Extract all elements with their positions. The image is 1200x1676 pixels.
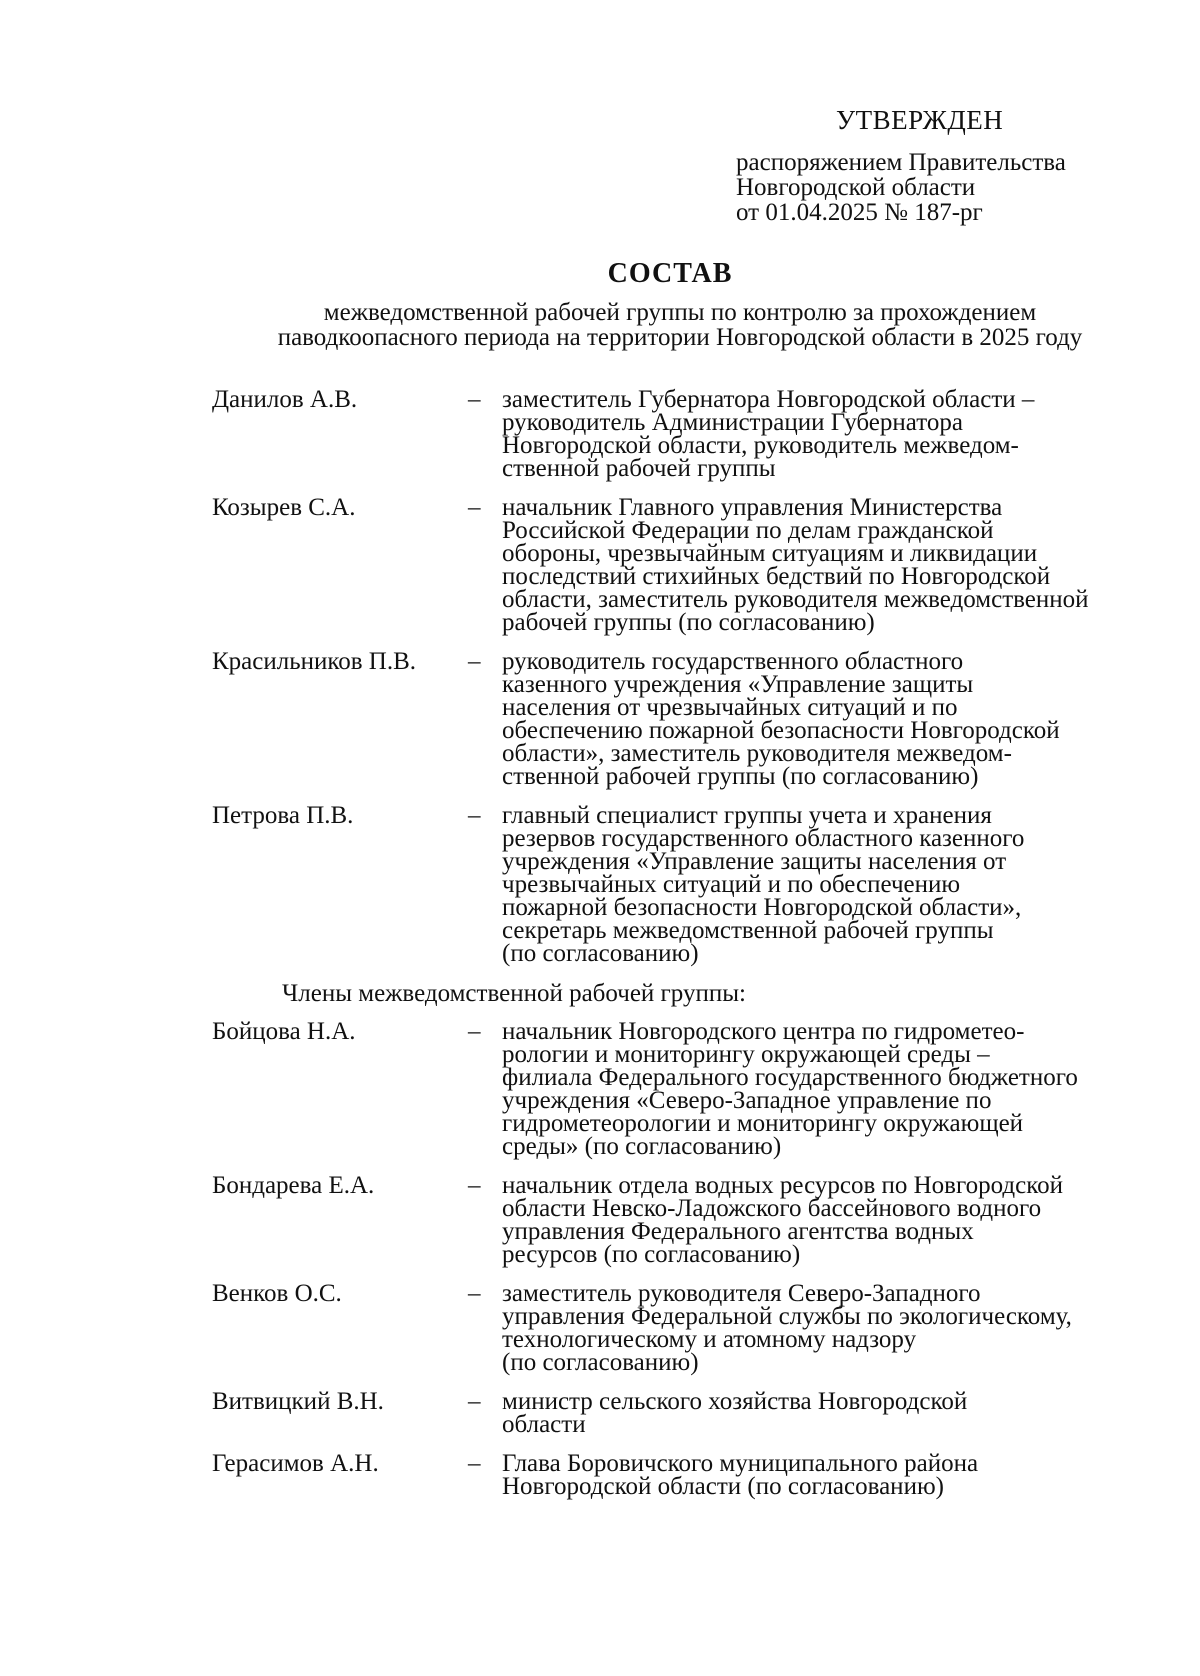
dash-separator: – <box>468 802 481 829</box>
document-title: СОСТАВ <box>607 258 733 289</box>
dash-separator: – <box>468 1450 481 1477</box>
approval-line: распоряжением Правительства <box>736 149 1066 176</box>
member-row <box>212 1020 1132 1158</box>
member-role: министр сельского хозяйства Новгородской области <box>502 1388 968 1438</box>
member-row <box>212 804 1132 965</box>
members-section-label: Члены межведомственной рабочей группы: <box>282 980 746 1007</box>
dash-separator: – <box>468 648 481 675</box>
member-row <box>212 496 1132 634</box>
member-row <box>212 1390 1132 1436</box>
member-role: начальник отдела водных ресурсов по Новгородской области Невско-Ладожского бассейнового водного управления Федерального агентства водных ресурсов (по согласованию) <box>502 1172 1063 1268</box>
member-role: Глава Боровичского муниципального района Новгородской области (по согласованию) <box>502 1450 979 1500</box>
member-role: заместитель Губернатора Новгородской области – руководитель Администрации Губернатора Новгородской области, руководитель межведом- ственной рабочей группы <box>502 386 1035 482</box>
member-name: Бондарева Е.А. <box>212 1172 375 1199</box>
document-subtitle <box>210 300 1150 350</box>
member-role: руководитель государственного областного казенного учреждения «Управление защиты населения от чрезвычайных ситуаций и по обеспечению пожарной безопасности Новгородской области», заместитель руководителя межведом- ственной рабочей группы (по согласованию) <box>502 648 1060 790</box>
subtitle-line: межведомственной рабочей группы по контролю за прохождением <box>323 299 1037 326</box>
dash-separator: – <box>468 1172 481 1199</box>
member-name: Красильников П.В. <box>212 648 417 675</box>
dash-separator: – <box>468 494 481 521</box>
member-role: главный специалист группы учета и хранения резервов государственного областного казенного учреждения «Управление защиты населения от чрезвычайных ситуаций и по обеспечению пожарной безопасности Новгородской области», секретарь межведомственной рабочей группы (по согласованию) <box>502 802 1025 967</box>
approval-details <box>736 150 1156 225</box>
approval-line: от 01.04.2025 № 187-рг <box>736 199 983 226</box>
member-list <box>212 388 1132 1514</box>
approval-line: Новгородской области <box>736 174 976 201</box>
member-role: начальник Главного управления Министерства Российской Федерации по делам гражданской обороны, чрезвычайным ситуациям и ликвидации последствий стихийных бедствий по Новгородской области, заместитель руководителя межведомственной рабочей группы (по согласованию) <box>502 494 1089 636</box>
subtitle-line: паводкоопасного периода на территории Новгородской области в 2025 году <box>277 324 1083 351</box>
member-name: Петрова П.В. <box>212 802 354 829</box>
member-row <box>212 1282 1132 1374</box>
member-row <box>212 388 1132 480</box>
dash-separator: – <box>468 386 481 413</box>
approval-title: УТВЕРЖДЕН <box>836 105 1004 135</box>
member-name: Венков О.С. <box>212 1280 342 1307</box>
member-row <box>212 1452 1132 1498</box>
member-role: начальник Новгородского центра по гидрометео- рологии и мониторингу окружающей среды – филиала Федерального государственного бюджетного учреждения «Северо-Западное управление по гидрометеорологии и мониторингу окружающей среды» (по согласованию) <box>502 1018 1078 1160</box>
member-row <box>212 1174 1132 1266</box>
member-row <box>212 650 1132 788</box>
member-name: Козырев С.А. <box>212 494 356 521</box>
dash-separator: – <box>468 1388 481 1415</box>
dash-separator: – <box>468 1280 481 1307</box>
member-name: Герасимов А.Н. <box>212 1450 379 1477</box>
approval-block <box>736 104 1156 225</box>
member-role: заместитель руководителя Северо-Западного управления Федеральной службы по экологическому, технологическому и атомному надзору (по согласованию) <box>502 1280 1072 1376</box>
dash-separator: – <box>468 1018 481 1045</box>
member-name: Бойцова Н.А. <box>212 1018 356 1045</box>
member-name: Данилов А.В. <box>212 386 358 413</box>
member-name: Витвицкий В.Н. <box>212 1388 384 1415</box>
